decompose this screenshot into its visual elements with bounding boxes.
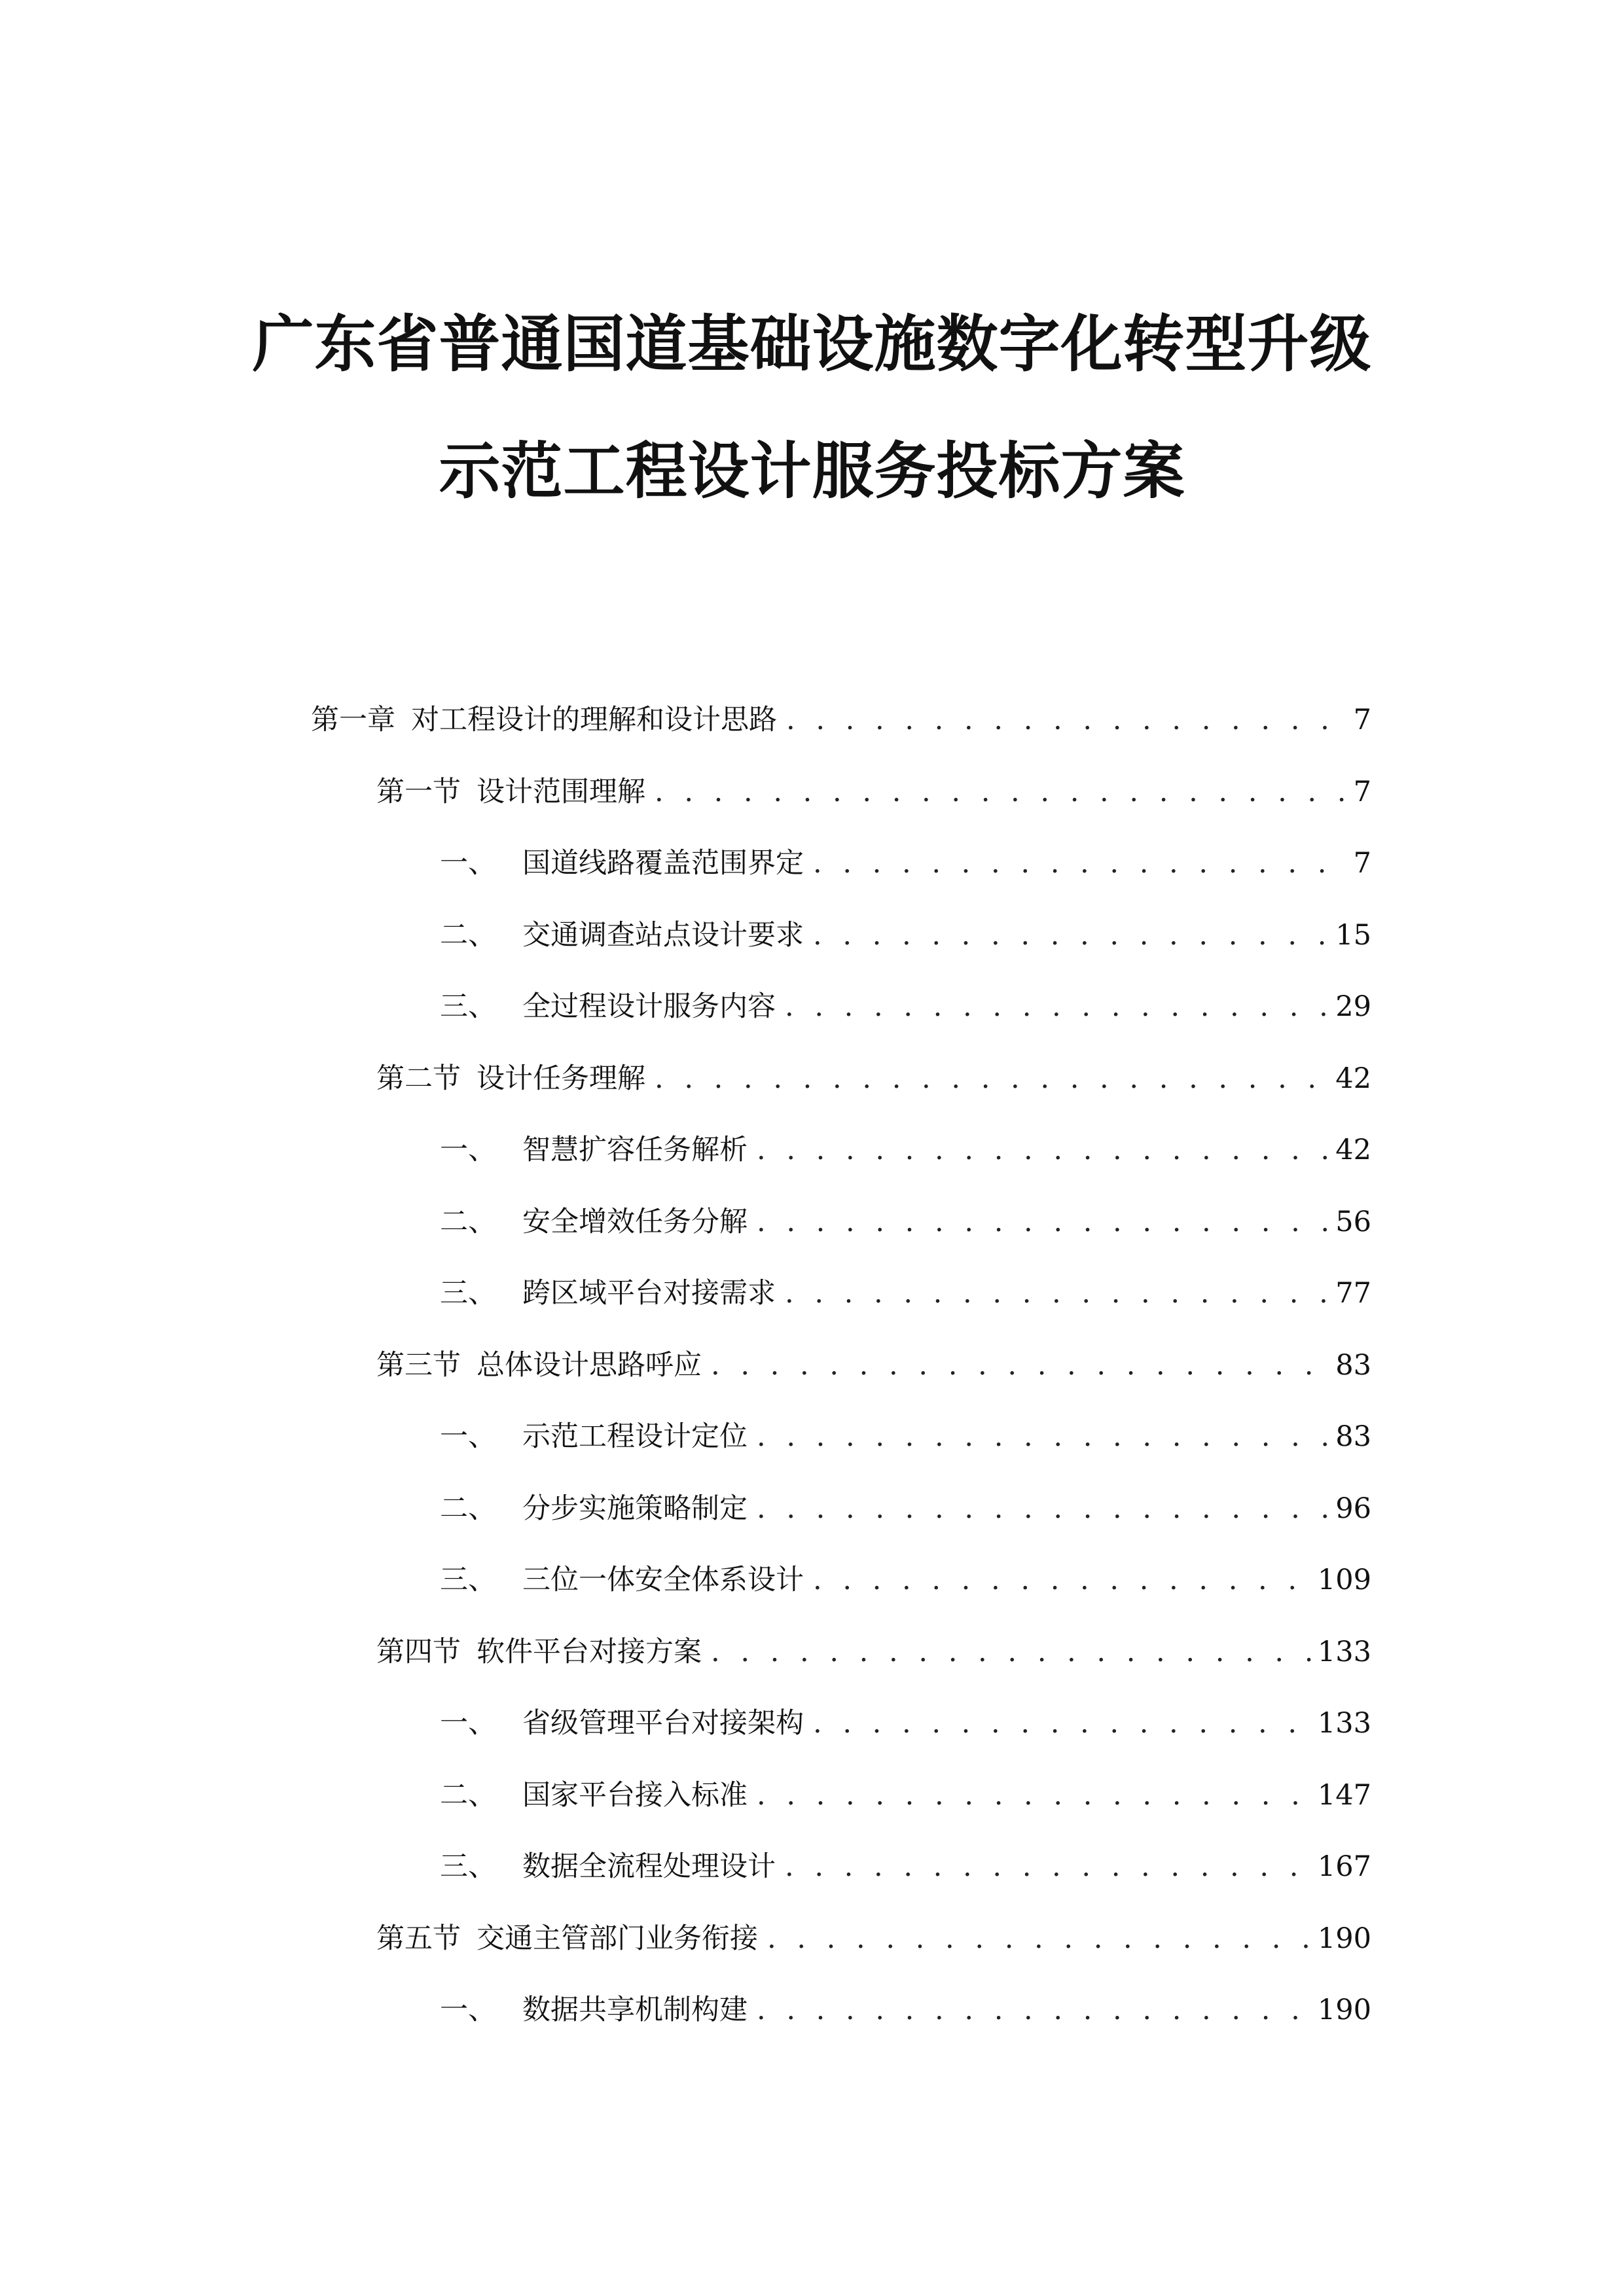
toc-dot-leader [757, 1987, 1311, 2033]
toc-entry[interactable] [440, 1844, 1371, 1890]
toc-page-number: 190 [1317, 1922, 1371, 1955]
toc-dot-leader [711, 1629, 1311, 1675]
toc-page-number: 83 [1335, 1349, 1371, 1382]
toc-entry[interactable] [440, 912, 1371, 958]
toc-entry[interactable] [440, 1772, 1371, 1818]
toc-dot-leader [785, 1270, 1329, 1316]
toc-entry[interactable] [376, 1056, 1371, 1102]
toc-dot-leader [757, 1199, 1329, 1245]
toc-page-number: 15 [1335, 919, 1371, 952]
toc-entry-number: 一、 [440, 1420, 496, 1453]
toc-entry-title: 省级管理平台对接架构 [522, 1707, 804, 1740]
toc-dot-leader [813, 912, 1329, 958]
toc-entry-title: 设计范围理解 [477, 776, 645, 808]
toc-entry-title: 软件平台对接方案 [477, 1636, 702, 1668]
toc-entry-number: 第一章 [311, 704, 395, 736]
toc-page-number: 56 [1335, 1206, 1371, 1238]
toc-entry-title: 总体设计思路呼应 [477, 1349, 702, 1382]
toc-page-number: 147 [1317, 1779, 1371, 1812]
toc-entry-number: 二、 [440, 919, 496, 952]
document-title [0, 309, 1624, 507]
toc-dot-leader [785, 984, 1329, 1030]
toc-page-number: 133 [1317, 1636, 1371, 1668]
toc-page-number: 109 [1317, 1564, 1371, 1596]
toc-page-number: 77 [1335, 1277, 1371, 1310]
toc-dot-leader [757, 1486, 1329, 1532]
toc-entry-title: 分步实施策略制定 [522, 1492, 748, 1525]
toc-entry-number: 三、 [440, 1850, 496, 1883]
toc-entry[interactable] [440, 1987, 1371, 2033]
toc-entry-title: 交通调查站点设计要求 [522, 919, 804, 952]
toc-entry-number: 第一节 [376, 776, 461, 808]
toc-entry-title: 国家平台接入标准 [522, 1779, 748, 1812]
toc-entry[interactable] [440, 984, 1371, 1030]
toc-entry-number: 一、 [440, 1707, 496, 1740]
toc-entry[interactable] [440, 1199, 1371, 1245]
toc-page-number: 133 [1317, 1707, 1371, 1740]
toc-entry-title: 跨区域平台对接需求 [522, 1277, 776, 1310]
toc-entry[interactable] [376, 1916, 1371, 1962]
toc-entry[interactable] [440, 1557, 1371, 1603]
toc-entry-title: 对工程设计的理解和设计思路 [411, 704, 777, 736]
toc-entry-title: 三位一体安全体系设计 [522, 1564, 804, 1596]
toc-entry-number: 二、 [440, 1206, 496, 1238]
toc-entry-number: 二、 [440, 1492, 496, 1525]
toc-entry-number: 第二节 [376, 1062, 461, 1095]
toc-entry[interactable] [440, 1700, 1371, 1746]
toc-entry[interactable] [440, 1127, 1371, 1173]
toc-dot-leader [757, 1414, 1329, 1460]
toc-dot-leader [785, 1844, 1311, 1890]
toc-page-number: 7 [1353, 847, 1371, 880]
toc-dot-leader [655, 1056, 1329, 1102]
toc-entry[interactable] [440, 1486, 1371, 1532]
toc-page-number: 7 [1353, 704, 1371, 736]
title-line-1: 广东省普通国道基础设施数字化转型升级 [252, 309, 1372, 380]
toc-entry-title: 安全增效任务分解 [522, 1206, 748, 1238]
toc-page-number: 167 [1317, 1850, 1371, 1883]
toc-page-number: 29 [1335, 990, 1371, 1023]
toc-dot-leader [757, 1772, 1311, 1818]
toc-entry-number: 一、 [440, 847, 496, 880]
toc-entry-number: 第五节 [376, 1922, 461, 1955]
toc-entry-title: 数据共享机制构建 [522, 1994, 748, 2026]
toc-entry-number: 三、 [440, 1277, 496, 1310]
toc-page-number: 83 [1335, 1420, 1371, 1453]
toc-entry-number: 第四节 [376, 1636, 461, 1668]
toc-dot-leader [813, 1557, 1311, 1603]
toc-entry-title: 国道线路覆盖范围界定 [522, 847, 804, 880]
toc-entry-title: 数据全流程处理设计 [522, 1850, 776, 1883]
toc-entry[interactable] [376, 769, 1371, 815]
toc-entry-title: 交通主管部门业务衔接 [477, 1922, 758, 1955]
toc-page-number: 190 [1317, 1994, 1371, 2026]
toc-entry-title: 智慧扩容任务解析 [522, 1134, 748, 1166]
toc-dot-leader [813, 1700, 1311, 1746]
toc-entry[interactable] [440, 840, 1371, 886]
toc-entry-number: 三、 [440, 1564, 496, 1596]
toc-entry[interactable] [376, 1342, 1371, 1388]
toc-dot-leader [767, 1916, 1311, 1962]
toc-entry[interactable] [376, 1629, 1371, 1675]
toc-dot-leader [757, 1127, 1329, 1173]
toc-dot-leader [655, 769, 1345, 815]
toc-entry[interactable] [440, 1414, 1371, 1460]
toc-entry-number: 三、 [440, 990, 496, 1023]
toc-entry-number: 第三节 [376, 1349, 461, 1382]
toc-entry-title: 示范工程设计定位 [522, 1420, 748, 1453]
toc-entry-title: 全过程设计服务内容 [522, 990, 776, 1023]
toc-entry-number: 二、 [440, 1779, 496, 1812]
toc-entry-title: 设计任务理解 [477, 1062, 645, 1095]
toc-page-number: 7 [1353, 776, 1371, 808]
toc-page-number: 96 [1335, 1492, 1371, 1525]
toc-dot-leader [711, 1342, 1329, 1388]
toc-page-number: 42 [1335, 1134, 1371, 1166]
toc-page-number: 42 [1335, 1062, 1371, 1095]
title-line-2: 示范工程设计服务投标方案 [439, 436, 1185, 507]
toc-dot-leader [813, 840, 1345, 886]
toc-entry[interactable] [311, 697, 1371, 743]
toc-entry-number: 一、 [440, 1994, 496, 2026]
toc-dot-leader [786, 697, 1345, 743]
toc-entry[interactable] [440, 1270, 1371, 1316]
toc-entry-number: 一、 [440, 1134, 496, 1166]
